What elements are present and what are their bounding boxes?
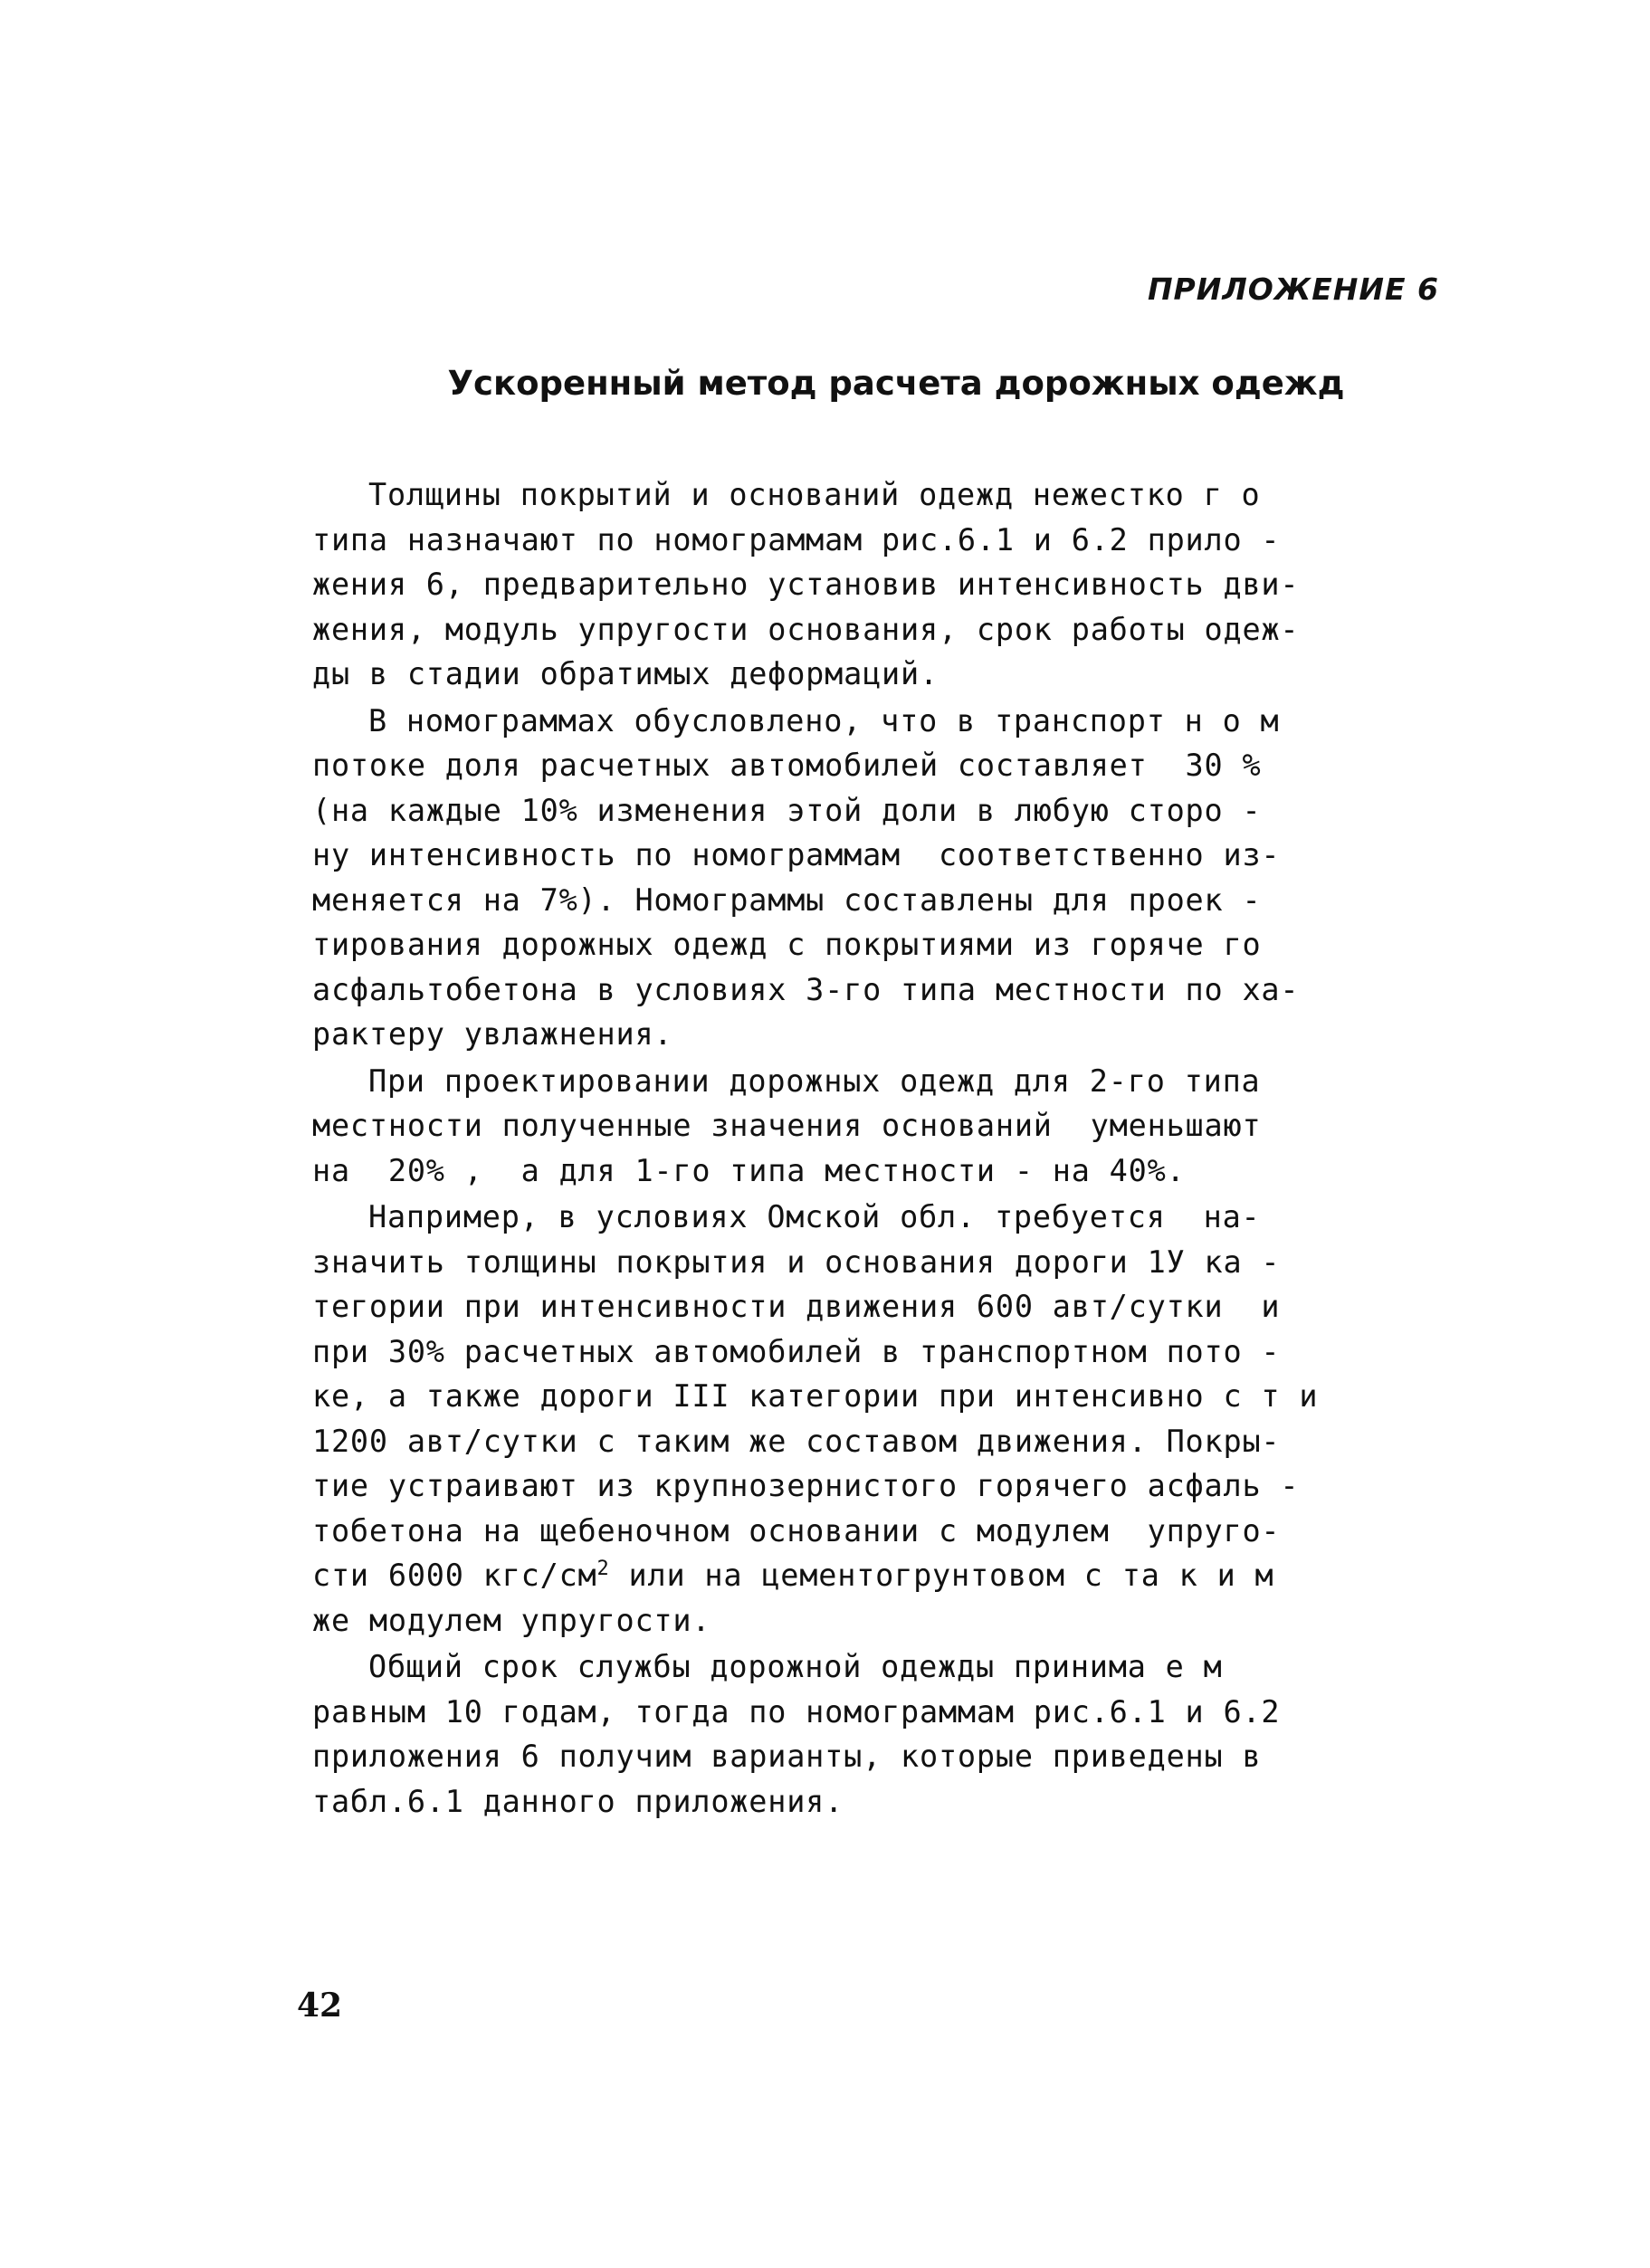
text-line: же модулем упругости. [312,1602,711,1638]
section-title: Ускоренный метод расчета дорожных одежд [447,364,1345,403]
text-line: При проектировании дорожных одежд для 2-го типа [368,1063,1261,1099]
text-line: жения 6, предварительно установив интенсивность дви- [312,567,1300,602]
text-line-with-superscript [312,1553,1457,1598]
text-line: на 20% , а для 1-го типа местности - на 40%. [312,1152,1186,1188]
text-line: Например, в условиях Омской обл. требуется на- [368,1199,1261,1234]
text-line: тобетона на щебеночном основании с модулем упруго- [312,1512,1281,1549]
text-line: тирования дорожных одежд с покрытиями из горяче го [312,927,1262,962]
text-line: приложения 6 получим варианты, которые приведены в [312,1739,1262,1774]
text-line: потоке доля расчетных автомобилей составляет 30 % [312,748,1262,783]
paragraph-1 [312,472,1457,697]
text-line: местности полученные значения оснований уменьшают [312,1108,1262,1143]
text-line: при 30% расчетных автомобилей в транспортном пото - [312,1333,1281,1369]
text-line: (на каждые 10% изменения этой доли в любую сторо - [312,792,1262,828]
text-line: равным 10 годам, тогда по номограммам рис.6.1 и 6.2 [312,1693,1281,1730]
text-line: ну интенсивность по номограммам соответственно из- [312,837,1281,872]
paragraph-3 [312,1059,1457,1194]
text-line-tail: или на цементогрунтовом с та к и м [609,1558,1274,1593]
body-text [312,472,1457,1825]
text-line: 1200 авт/сутки с таким же составом движения. Покры- [312,1423,1281,1459]
text-line: рактеру увлажнения. [312,1016,673,1052]
text-line: типа назначают по номограммам рис.6.1 и 6.2 прило - [312,521,1281,557]
text-line: тие устраивают из крупнозернистого горячего асфаль - [312,1468,1300,1503]
text-line: асфальтобетона в условиях 3-го типа местности по ха- [312,971,1300,1007]
text-line: В номограммах обусловлено, что в транспорт н о м [368,702,1280,739]
text-line-part: сти 6000 кгс/см [312,1558,597,1593]
text-line: ке, а также дороги III категории при интенсивно с т и [312,1378,1319,1414]
text-line: жения, модуль упругости основания, срок работы одеж- [312,611,1300,647]
page-number: 42 [297,1987,343,2025]
text-line: значить толщины покрытия и основания дороги 1У ка - [312,1244,1281,1280]
appendix-label: ПРИЛОЖЕНИЕ 6 [1147,272,1439,307]
text-line: тегории при интенсивности движения 600 авт/сутки и [312,1289,1281,1324]
text-line: ды в стадии обратимых деформаций. [312,656,939,691]
superscript: 2 [596,1557,610,1580]
paragraph-2 [312,699,1457,1057]
paragraph-5 [312,1644,1457,1824]
paragraph-4 [312,1195,1457,1643]
text-line: Толщины покрытий и оснований одежд нежестко г о [368,477,1261,512]
text-line: Общий срок службы дорожной одежды принима е м [368,1649,1223,1684]
text-line: табл.6.1 данного приложения. [312,1783,844,1819]
text-line: меняется на 7%). Номограммы составлены для проек - [312,881,1262,918]
